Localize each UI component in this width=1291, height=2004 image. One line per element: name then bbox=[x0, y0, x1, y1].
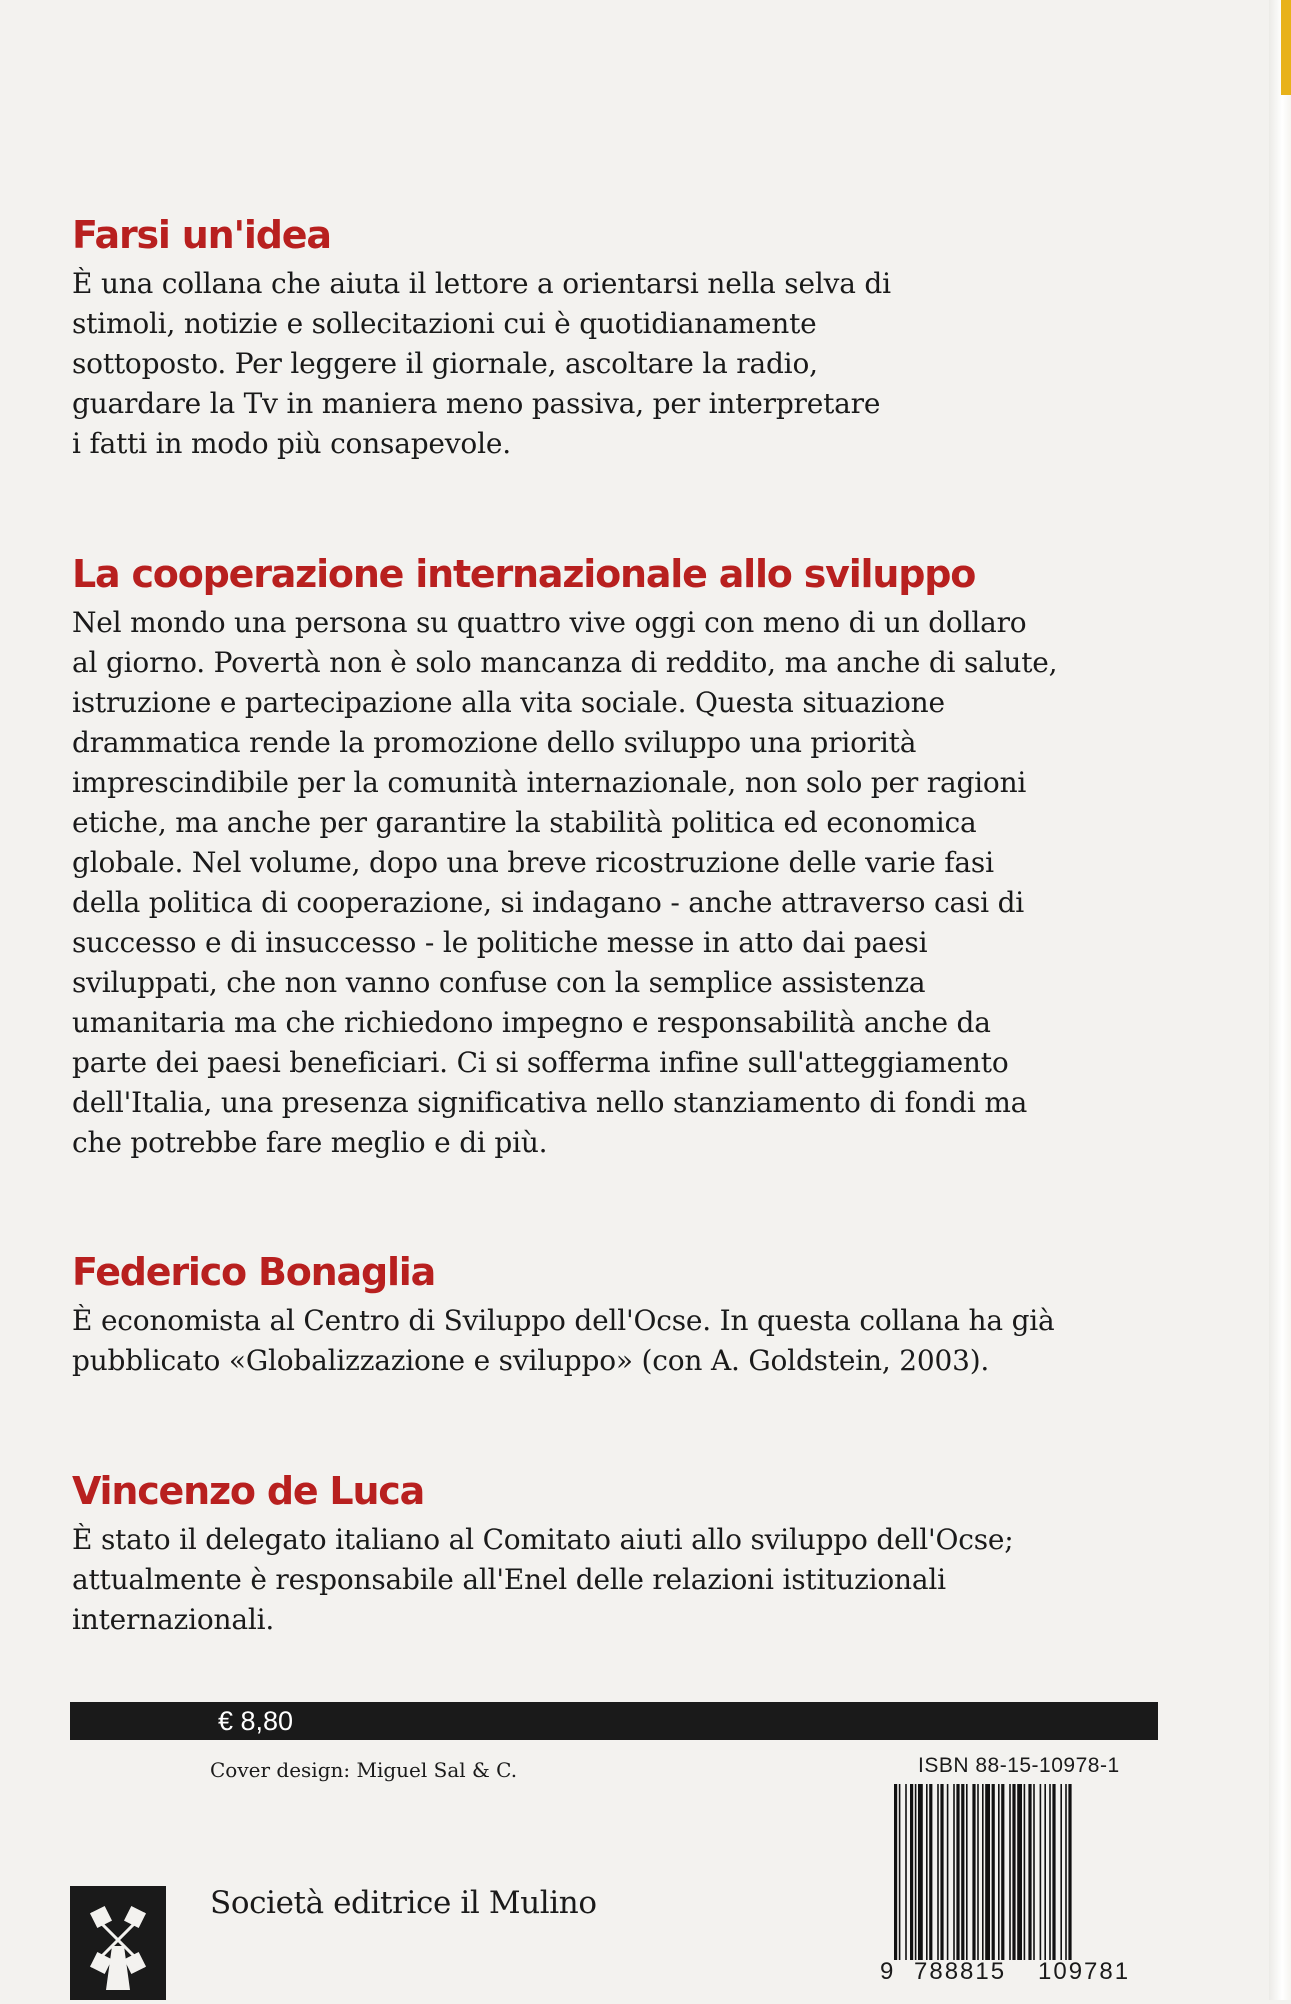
author-name: Federico Bonaglia bbox=[72, 1250, 436, 1294]
text-line: imprescindibile per la comunità internazionale, non solo per ragioni bbox=[72, 766, 1027, 799]
price-bar bbox=[70, 1702, 1158, 1740]
text-line: sottoposto. Per leggere il giornale, ascoltare la radio, bbox=[72, 347, 818, 380]
author-name: Vincenzo de Luca bbox=[72, 1469, 425, 1513]
barcode bbox=[880, 1784, 1162, 1960]
barcode-digit-prefix: 9 bbox=[880, 1958, 896, 1985]
publisher-logo bbox=[70, 1886, 166, 2000]
text-line: che potrebbe fare meglio e di più. bbox=[72, 1126, 548, 1159]
text-line: umanitaria ma che richiedono impegno e responsabilità anche da bbox=[72, 1006, 991, 1039]
spine-accent-stripe bbox=[1281, 0, 1291, 95]
barcode-bar bbox=[966, 1784, 968, 1960]
barcode-bar bbox=[977, 1784, 979, 1960]
barcode-bar bbox=[1065, 1784, 1067, 1960]
book-spine bbox=[1269, 0, 1291, 2000]
text-line: attualmente è responsabile all'Enel delle relazioni istituzionali bbox=[72, 1563, 946, 1596]
text-line: stimoli, notizie e sollecitazioni cui è quotidianamente bbox=[72, 307, 817, 340]
barcode-bar bbox=[940, 1784, 943, 1960]
section-series bbox=[72, 212, 1182, 464]
text-line: al giorno. Povertà non è solo mancanza di reddito, ma anche di salute, bbox=[72, 646, 1058, 679]
text-line: successo e di insuccesso - le politiche messe in atto dai paesi bbox=[72, 926, 928, 959]
barcode-bar bbox=[918, 1784, 923, 1960]
book-description bbox=[72, 603, 1182, 1163]
text-line: sviluppati, che non vanno confuse con la semplice assistenza bbox=[72, 966, 926, 999]
text-line: istruzione e partecipazione alla vita sociale. Questa situazione bbox=[72, 686, 945, 719]
barcode-bar bbox=[1028, 1784, 1031, 1960]
section-author-1 bbox=[72, 1249, 1182, 1381]
text-line: i fatti in modo più consapevole. bbox=[72, 427, 511, 460]
author-bio bbox=[72, 1301, 1182, 1381]
text-line: parte dei paesi beneficiari. Ci si sofferma infine sull'atteggiamento bbox=[72, 1046, 1009, 1079]
text-line: globale. Nel volume, dopo una breve ricostruzione delle varie fasi bbox=[72, 846, 994, 879]
barcode-bar bbox=[1033, 1784, 1035, 1960]
author-bio bbox=[72, 1520, 1182, 1640]
text-line: È economista al Centro di Sviluppo dell'Ocse. In questa collana ha già bbox=[72, 1304, 1055, 1337]
price-label: € 8,80 bbox=[218, 1706, 294, 1736]
barcode-bar bbox=[998, 1784, 1000, 1960]
barcode-bar bbox=[905, 1784, 907, 1960]
barcode-bar bbox=[915, 1784, 917, 1960]
section-author-2 bbox=[72, 1468, 1182, 1640]
text-line: dell'Italia, una presenza significativa nello stanziamento di fondi ma bbox=[72, 1086, 1028, 1119]
book-title: La cooperazione internazionale allo sviluppo bbox=[72, 552, 976, 596]
publisher-name: Società editrice il Mulino bbox=[210, 1885, 597, 1921]
barcode-bar bbox=[947, 1784, 949, 1960]
barcode-bar bbox=[937, 1784, 939, 1960]
barcode-bar bbox=[1044, 1784, 1046, 1960]
text-line: guardare la Tv in maniera meno passiva, per interpretare bbox=[72, 387, 881, 420]
text-line: È una collana che aiuta il lettore a orientarsi nella selva di bbox=[72, 267, 891, 300]
barcode-bar bbox=[972, 1784, 975, 1960]
barcode-bar bbox=[910, 1784, 913, 1960]
barcode-bar bbox=[982, 1784, 984, 1960]
cover-design-credit: Cover design: Miguel Sal & C. bbox=[210, 1758, 518, 1782]
barcode-bar bbox=[929, 1784, 932, 1960]
series-title: Farsi un'idea bbox=[72, 213, 331, 257]
text-line: drammatica rende la promozione dello sviluppo una priorità bbox=[72, 726, 917, 759]
barcode-digits bbox=[880, 1958, 1162, 1990]
barcode-digit-group-2: 109781 bbox=[1038, 1958, 1131, 1985]
barcode-bar bbox=[956, 1784, 959, 1960]
barcode-bar bbox=[953, 1784, 955, 1960]
barcode-bar bbox=[894, 1784, 897, 1960]
text-line: pubblicato «Globalizzazione e sviluppo» (con A. Goldstein, 2003). bbox=[72, 1344, 990, 1377]
text-line: Nel mondo una persona su quattro vive oggi con meno di un dollaro bbox=[72, 606, 1027, 639]
section-book bbox=[72, 551, 1182, 1163]
barcode-bar bbox=[926, 1784, 928, 1960]
barcode-bar bbox=[1040, 1784, 1042, 1960]
barcode-bar bbox=[1052, 1784, 1055, 1960]
barcode-bar bbox=[1012, 1784, 1015, 1960]
text-line: della politica di cooperazione, si indagano - anche attraverso casi di bbox=[72, 886, 1025, 919]
barcode-bar bbox=[1049, 1784, 1051, 1960]
text-line: internazionali. bbox=[72, 1603, 275, 1636]
barcode-bar bbox=[985, 1784, 990, 1960]
windmill-icon bbox=[70, 1886, 166, 2000]
text-line: etiche, ma anche per garantire la stabilità politica ed economica bbox=[72, 806, 977, 839]
isbn-label: ISBN 88-15-10978-1 bbox=[918, 1754, 1120, 1777]
barcode-bar bbox=[899, 1784, 901, 1960]
barcode-bar bbox=[1001, 1784, 1004, 1960]
series-description bbox=[72, 264, 1182, 464]
barcode-bar bbox=[1009, 1784, 1011, 1960]
barcode-digit-group-1: 788815 bbox=[914, 1958, 1007, 1985]
barcode-bar bbox=[1017, 1784, 1022, 1960]
barcode-bar bbox=[961, 1784, 964, 1960]
barcode-bar bbox=[1024, 1784, 1026, 1960]
barcode-bar bbox=[992, 1784, 995, 1960]
barcode-bar bbox=[1060, 1784, 1062, 1960]
text-line: È stato il delegato italiano al Comitato aiuti allo sviluppo dell'Ocse; bbox=[72, 1523, 1014, 1556]
barcode-bar bbox=[1068, 1784, 1071, 1960]
